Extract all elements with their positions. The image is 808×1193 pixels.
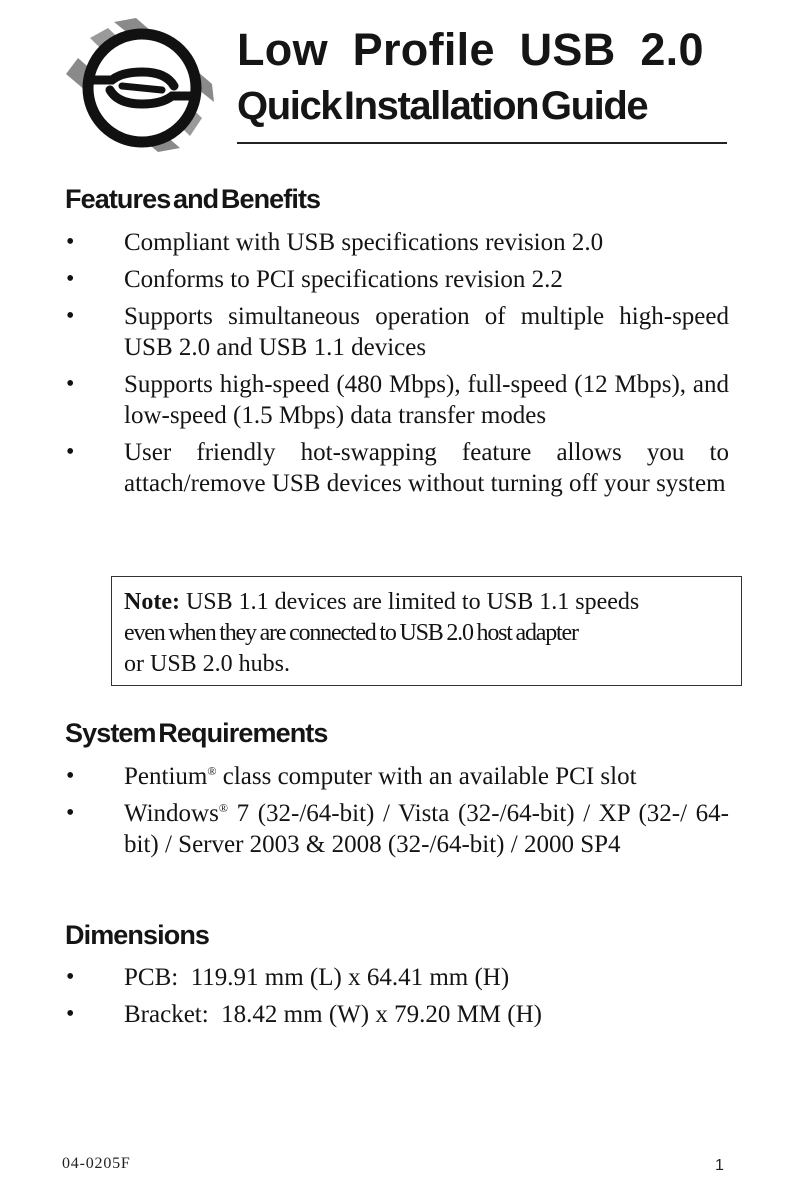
note-line-2: even when they are connected to USB 2.0 host adapter xyxy=(124,620,578,646)
feature-text: User friendly hot-swapping feature allows you to attach/remove USB devices without turning off your system xyxy=(124,439,729,497)
bullet: • xyxy=(66,964,75,990)
bullet: • xyxy=(66,1001,75,1027)
bullet: • xyxy=(66,763,75,789)
title-divider xyxy=(237,142,727,144)
bullet: • xyxy=(66,800,75,826)
title-line-2: Quick Installation Guide xyxy=(237,84,648,128)
bullet: • xyxy=(66,303,75,329)
dimensions-list xyxy=(0,962,808,1036)
document-code: 04-0205F xyxy=(62,1155,131,1172)
dimension-text: Bracket: 18.42 mm (W) x 79.20 MM (H) xyxy=(124,1001,542,1028)
bullet: • xyxy=(66,266,75,292)
dimensions-heading: Dimensions xyxy=(65,920,210,950)
requirement-brand: Windows xyxy=(124,800,219,827)
list-item xyxy=(0,369,729,431)
requirement-text xyxy=(124,798,729,860)
list-item xyxy=(0,962,729,993)
features-heading: Features and Benefits xyxy=(65,184,321,214)
list-item xyxy=(0,227,729,258)
list-item xyxy=(0,301,729,363)
note-box xyxy=(111,576,742,686)
feature-text: Supports simultaneous operation of multiple high-speed USB 2.0 and USB 1.1 devices xyxy=(124,303,729,361)
registered-mark: ® xyxy=(207,764,217,778)
registered-mark: ® xyxy=(218,801,228,815)
list-item xyxy=(0,761,729,792)
system-requirements-heading: System Requirements xyxy=(65,718,328,748)
requirement-detail: class computer with an available PCI slot xyxy=(216,763,637,790)
system-requirements-list xyxy=(0,761,808,866)
dimension-text: PCB: 119.91 mm (L) x 64.41 mm (H) xyxy=(124,964,510,991)
page-number: 1 xyxy=(715,1157,724,1174)
list-item xyxy=(0,798,729,860)
requirement-brand: Pentium xyxy=(124,763,208,790)
feature-text: Compliant with USB specifications revision 2.0 xyxy=(124,229,604,256)
bullet: • xyxy=(66,439,75,465)
features-list xyxy=(0,227,808,505)
note-line-1 xyxy=(124,587,729,618)
bullet: • xyxy=(66,229,75,255)
brand-logo-icon xyxy=(62,16,222,158)
note-text-1: USB 1.1 devices are limited to USB 1.1 speeds xyxy=(185,589,640,615)
title-line-1: Low Profile USB 2.0 xyxy=(237,24,704,75)
note-label: Note: xyxy=(124,589,180,615)
list-item xyxy=(0,999,729,1030)
note-line-3: or USB 2.0 hubs. xyxy=(124,651,291,677)
list-item xyxy=(0,437,729,499)
requirement-detail: 7 (32-/64-bit) / Vista (32-/64-bit) / XP (32-/ 64-bit) / Server 2003 & 2008 (32-/64-bit) / 2000 SP4 xyxy=(124,800,729,858)
list-item xyxy=(0,264,729,295)
feature-text: Supports high-speed (480 Mbps), full-speed (12 Mbps), and low-speed (1.5 Mbps) data transfer modes xyxy=(124,371,729,429)
bullet: • xyxy=(66,371,75,397)
feature-text: Conforms to PCI specifications revision 2.2 xyxy=(124,266,563,293)
requirement-text xyxy=(124,761,729,792)
brand-logo xyxy=(62,16,222,158)
